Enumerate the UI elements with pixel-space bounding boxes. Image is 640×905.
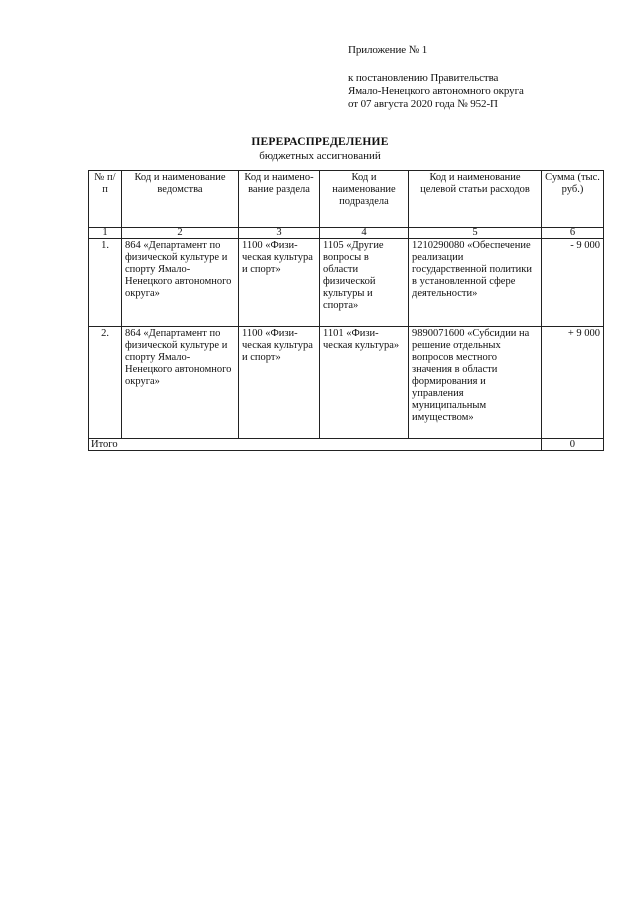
col-number: 4 (320, 228, 409, 239)
table-row (89, 239, 604, 327)
total-row (89, 439, 604, 451)
resolution-line-2: Ямало-Ненецкого автономного округа (348, 85, 524, 97)
header-section: Код и наимено-вание раздела (239, 171, 320, 228)
row-amount: - 9 000 (542, 239, 604, 327)
total-amount: 0 (542, 439, 604, 451)
header-gap (348, 57, 524, 72)
row-amount: + 9 000 (542, 327, 604, 439)
row-section: 1100 «Физи-ческая культура и спорт» (239, 239, 320, 327)
col-number: 3 (239, 228, 320, 239)
document-header (348, 44, 524, 111)
table-row (89, 327, 604, 439)
allocation-table (88, 170, 604, 451)
row-section: 1100 «Физи-ческая культура и спорт» (239, 327, 320, 439)
resolution-line-3: от 07 августа 2020 года № 952-П (348, 98, 498, 110)
row-department: 864 «Департамент по физической культуре и спорту Ямало-Ненецкого автономного округа» (122, 239, 239, 327)
row-target: 9890071600 «Субсидии на решение отдельных вопросов местного значения в области формирования и управления муниципальным имуществом» (409, 327, 542, 439)
col-number: 6 (542, 228, 604, 239)
document-subtitle: бюджетных ассигнований (259, 150, 381, 162)
row-subsection: 1105 «Другие вопросы в области физической культуры и спорта» (320, 239, 409, 327)
row-target: 1210290080 «Обеспечение реализации государственной политики в установленной сфере деятельности» (409, 239, 542, 327)
col-number: 1 (89, 228, 122, 239)
total-label: Итого (89, 439, 542, 451)
row-department: 864 «Департамент по физической культуре и спорту Ямало-Ненецкого автономного округа» (122, 327, 239, 439)
row-num: 2. (89, 327, 122, 439)
document-title: ПЕРЕРАСПРЕДЕЛЕНИЕ (251, 136, 389, 148)
row-subsection: 1101 «Физи-ческая культура» (320, 327, 409, 439)
resolution-line-1: к постановлению Правительства (348, 72, 499, 84)
header-num: № п/п (89, 171, 122, 228)
appendix-label: Приложение № 1 (348, 44, 428, 56)
header-amount: Сумма (тыс. руб.) (542, 171, 604, 228)
header-department: Код и наименование ведомства (122, 171, 239, 228)
table-header-row (89, 171, 604, 228)
column-number-row (89, 228, 604, 239)
col-number: 5 (409, 228, 542, 239)
col-number: 2 (122, 228, 239, 239)
row-num: 1. (89, 239, 122, 327)
header-target: Код и наименование целевой статьи расходов (409, 171, 542, 228)
header-subsection: Код и наименование подраздела (320, 171, 409, 228)
